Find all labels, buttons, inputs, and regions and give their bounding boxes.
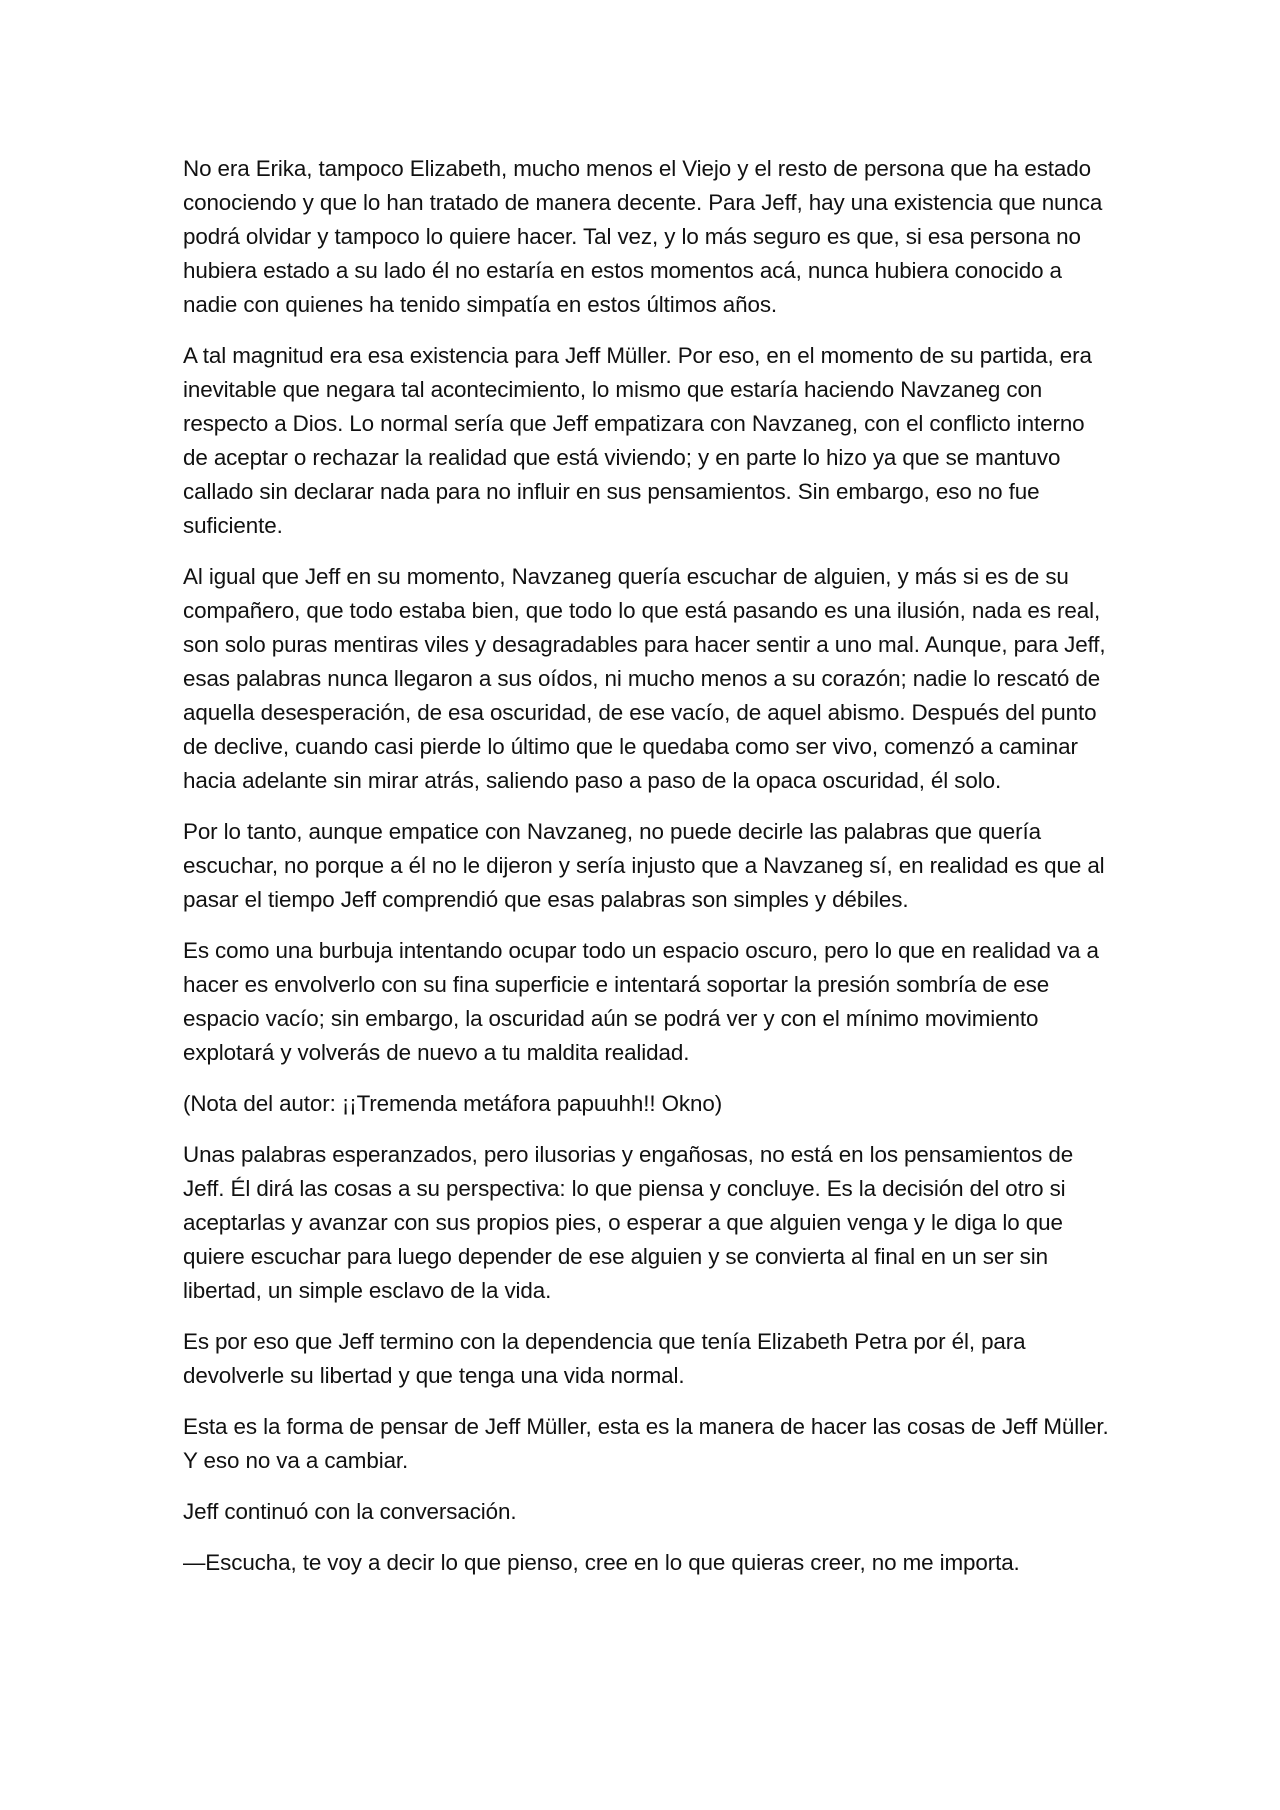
paragraph: Por lo tanto, aunque empatice con Navzaneg, no puede decirle las palabras que quería escuchar, no porque a él no le dijeron y sería injusto que a Navzaneg sí, en realidad es que al pasar el tiempo Jeff comprendió que esas palabras son simples y débiles. xyxy=(183,819,1105,912)
document-body xyxy=(183,152,1115,1597)
paragraph: Es por eso que Jeff termino con la dependencia que tenía Elizabeth Petra por él, para devolverle su libertad y que tenga una vida normal. xyxy=(183,1329,1026,1388)
author-note: (Nota del autor: ¡¡Tremenda metáfora papuuhh!! Okno) xyxy=(183,1091,723,1116)
paragraph: Al igual que Jeff en su momento, Navzaneg quería escuchar de alguien, y más si es de su compañero, que todo estaba bien, que todo lo que está pasando es una ilusión, nada es real, son solo puras mentiras viles y desagradables para hacer sentir a uno mal. Aunque, para Jeff, esas palabras nunca llegaron a sus oídos, ni mucho menos a su corazón; nadie lo rescató de aquella desesperación, de esa oscuridad, de ese vacío, de aquel abismo. Después del punto de declive, cuando casi pierde lo último que le quedaba como ser vivo, comenzó a caminar hacia adelante sin mirar atrás, saliendo paso a paso de la opaca oscuridad, él solo. xyxy=(183,564,1106,793)
paragraph: No era Erika, tampoco Elizabeth, mucho menos el Viejo y el resto de persona que ha estado conociendo y que lo han tratado de manera decente. Para Jeff, hay una existencia que nunca podrá olvidar y tampoco lo quiere hacer. Tal vez, y lo más seguro es que, si esa persona no hubiera estado a su lado él no estaría en estos momentos acá, nunca hubiera conocido a nadie con quienes ha tenido simpatía en estos últimos años. xyxy=(183,156,1103,317)
paragraph: A tal magnitud era esa existencia para Jeff Müller. Por eso, en el momento de su partida, era inevitable que negara tal acontecimiento, lo mismo que estaría haciendo Navzaneg con respecto a Dios. Lo normal sería que Jeff empatizara con Navzaneg, con el conflicto interno de aceptar o rechazar la realidad que está viviendo; y en parte lo hizo ya que se mantuvo callado sin declarar nada para no influir en sus pensamientos. Sin embargo, eso no fue suficiente. xyxy=(183,343,1092,538)
paragraph: Jeff continuó con la conversación. xyxy=(183,1499,517,1524)
paragraph: Unas palabras esperanzados, pero ilusorias y engañosas, no está en los pensamientos de Jeff. Él dirá las cosas a su perspectiva: lo que piensa y concluye. Es la decisión del otro si aceptarlas y avanzar con sus propios pies, o esperar a que alguien venga y le diga lo que quiere escuchar para luego depender de ese alguien y se convierta al final en un ser sin libertad, un simple esclavo de la vida. xyxy=(183,1142,1074,1303)
paragraph: Es como una burbuja intentando ocupar todo un espacio oscuro, pero lo que en realidad va a hacer es envolverlo con su fina superficie e intentará soportar la presión sombría de ese espacio vacío; sin embargo, la oscuridad aún se podrá ver y con el mínimo movimiento explotará y volverás de nuevo a tu maldita realidad. xyxy=(183,938,1099,1065)
paragraph: Esta es la forma de pensar de Jeff Müller, esta es la manera de hacer las cosas de Jeff Müller. Y eso no va a cambiar. xyxy=(183,1414,1109,1473)
dialogue-line: —Escucha, te voy a decir lo que pienso, cree en lo que quieras creer, no me importa. xyxy=(183,1550,1020,1575)
